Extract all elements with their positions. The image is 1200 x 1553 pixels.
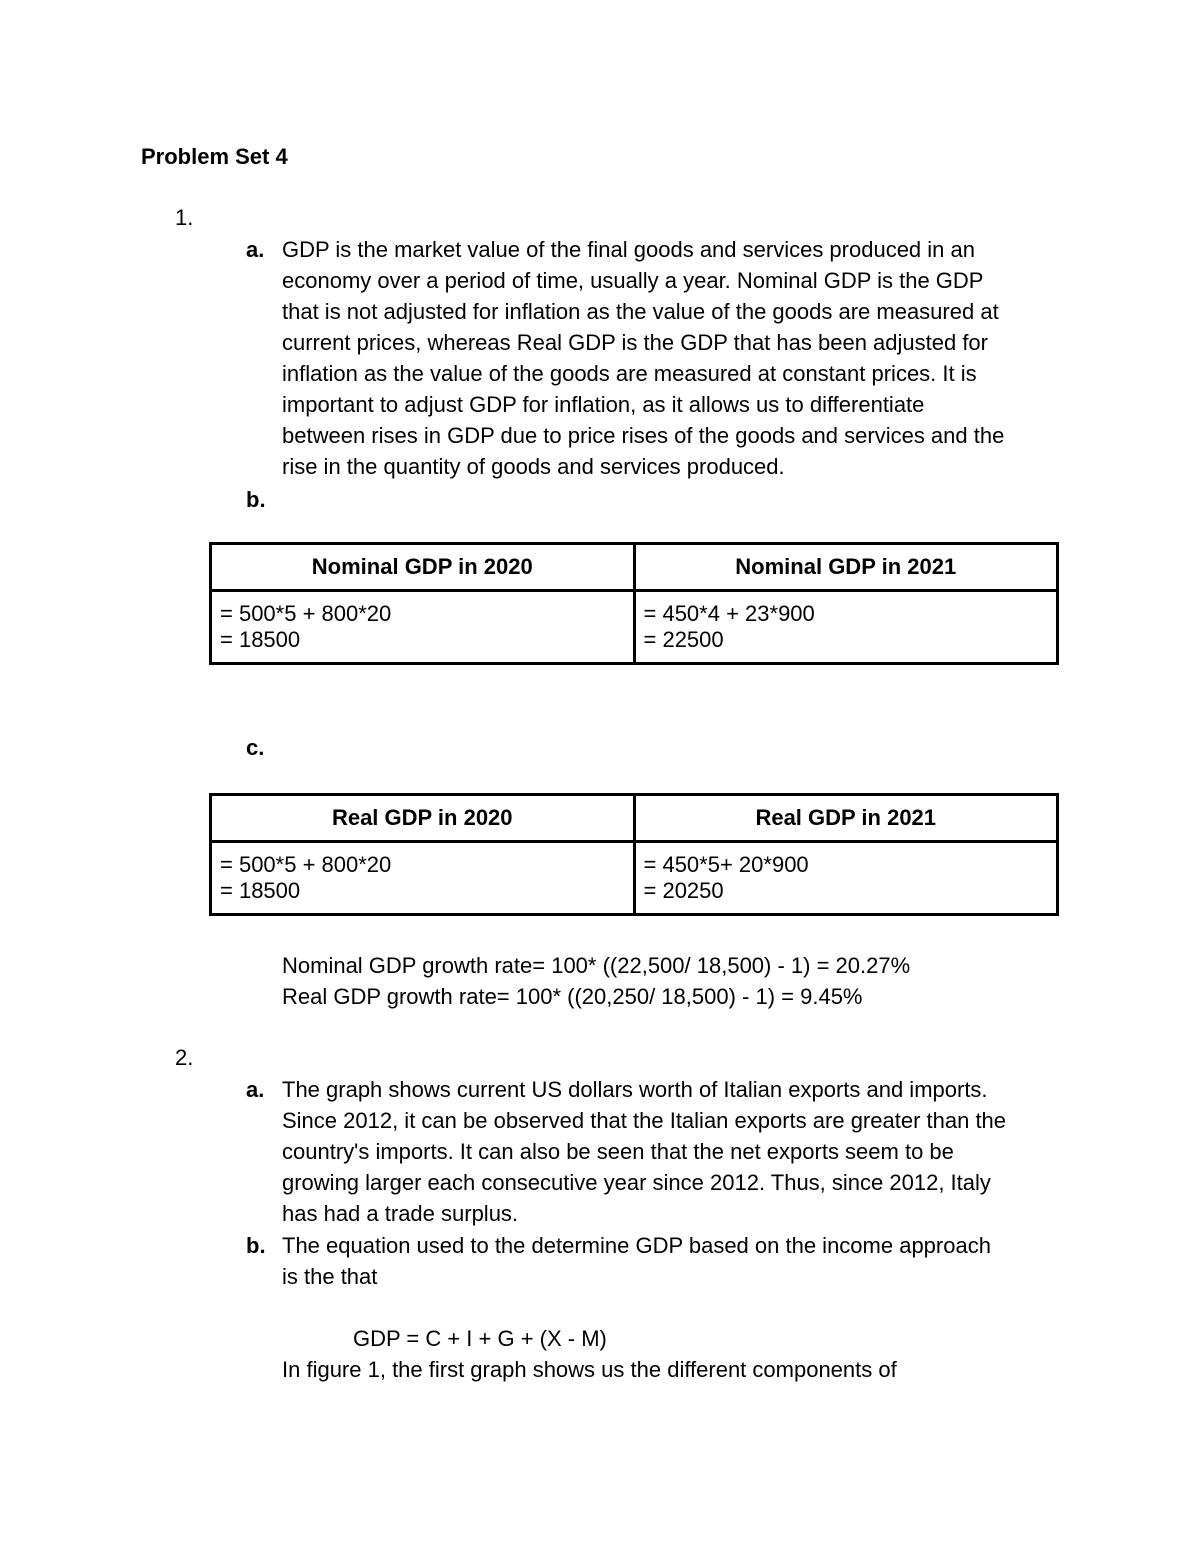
q2-part-a-letter: a. xyxy=(246,1077,265,1102)
real-gdp-2020-header: Real GDP in 2020 xyxy=(211,795,635,842)
question-2-number: 2. xyxy=(175,1045,194,1070)
q2-part-b-paragraph xyxy=(282,1230,1082,1292)
q1a-line-1: GDP is the market value of the final goods and services produced in an xyxy=(282,237,975,262)
nominal-gdp-2021-cell xyxy=(634,591,1058,664)
q2a-line-5: has had a trade surplus. xyxy=(282,1201,519,1226)
real-gdp-2020-cell xyxy=(211,842,635,915)
q2b-line-1: The equation used to the determine GDP based on the income approach xyxy=(282,1233,991,1258)
table-header-row xyxy=(211,544,1058,591)
q1-part-c-letter: c. xyxy=(246,735,265,760)
q1a-line-6: important to adjust GDP for inflation, as it allows us to differentiate xyxy=(282,392,925,417)
q1-part-a-paragraph xyxy=(282,234,1082,482)
nominal-2021-result: = 22500 xyxy=(643,627,724,652)
page-title: Problem Set 4 xyxy=(141,144,288,169)
gdp-equation: GDP = C + I + G + (X - M) xyxy=(353,1326,607,1351)
nominal-2020-formula: = 500*5 + 800*20 xyxy=(220,601,392,626)
real-gdp-2021-cell xyxy=(634,842,1058,915)
q1a-line-4: current prices, whereas Real GDP is the GDP that has been adjusted for xyxy=(282,330,988,355)
q2a-line-3: country's imports. It can also be seen that the net exports seem to be xyxy=(282,1139,954,1164)
growth-rates xyxy=(282,950,1082,1012)
question-1-number: 1. xyxy=(175,205,194,230)
real-gdp-table xyxy=(209,793,1059,916)
nominal-growth-rate: Nominal GDP growth rate= 100* ((22,500/ 18,500) - 1) = 20.27% xyxy=(282,953,911,978)
table-header-row xyxy=(211,795,1058,842)
q2b-continuation: In figure 1, the first graph shows us the different components of xyxy=(282,1357,897,1382)
real-gdp-2021-header: Real GDP in 2021 xyxy=(634,795,1058,842)
q1a-line-3: that is not adjusted for inflation as the value of the goods are measured at xyxy=(282,299,999,324)
real-2021-formula: = 450*5+ 20*900 xyxy=(643,852,809,877)
nominal-2020-result: = 18500 xyxy=(220,627,301,652)
q2-part-b-letter: b. xyxy=(246,1233,266,1258)
nominal-gdp-table xyxy=(209,542,1059,665)
real-2020-formula: = 500*5 + 800*20 xyxy=(220,852,392,877)
q2b-line-2: is the that xyxy=(282,1264,378,1289)
q1a-line-2: economy over a period of time, usually a year. Nominal GDP is the GDP xyxy=(282,268,984,293)
nominal-gdp-2020-cell xyxy=(211,591,635,664)
nominal-gdp-2021-header: Nominal GDP in 2021 xyxy=(634,544,1058,591)
table-row xyxy=(211,842,1058,915)
q1a-line-7: between rises in GDP due to price rises of the goods and services and the xyxy=(282,423,1005,448)
nominal-gdp-2020-header: Nominal GDP in 2020 xyxy=(211,544,635,591)
q1-part-a-letter: a. xyxy=(246,237,265,262)
q2a-line-1: The graph shows current US dollars worth of Italian exports and imports. xyxy=(282,1077,988,1102)
real-2020-result: = 18500 xyxy=(220,878,301,903)
q2a-line-4: growing larger each consecutive year since 2012. Thus, since 2012, Italy xyxy=(282,1170,991,1195)
table-row xyxy=(211,591,1058,664)
q1a-line-5: inflation as the value of the goods are measured at constant prices. It is xyxy=(282,361,977,386)
nominal-2021-formula: = 450*4 + 23*900 xyxy=(643,601,815,626)
real-growth-rate: Real GDP growth rate= 100* ((20,250/ 18,500) - 1) = 9.45% xyxy=(282,984,863,1009)
q1-part-b-letter: b. xyxy=(246,487,266,512)
q2-part-a-paragraph xyxy=(282,1074,1082,1229)
q1a-line-8: rise in the quantity of goods and services produced. xyxy=(282,454,785,479)
q2a-line-2: Since 2012, it can be observed that the Italian exports are greater than the xyxy=(282,1108,1007,1133)
real-2021-result: = 20250 xyxy=(643,878,724,903)
